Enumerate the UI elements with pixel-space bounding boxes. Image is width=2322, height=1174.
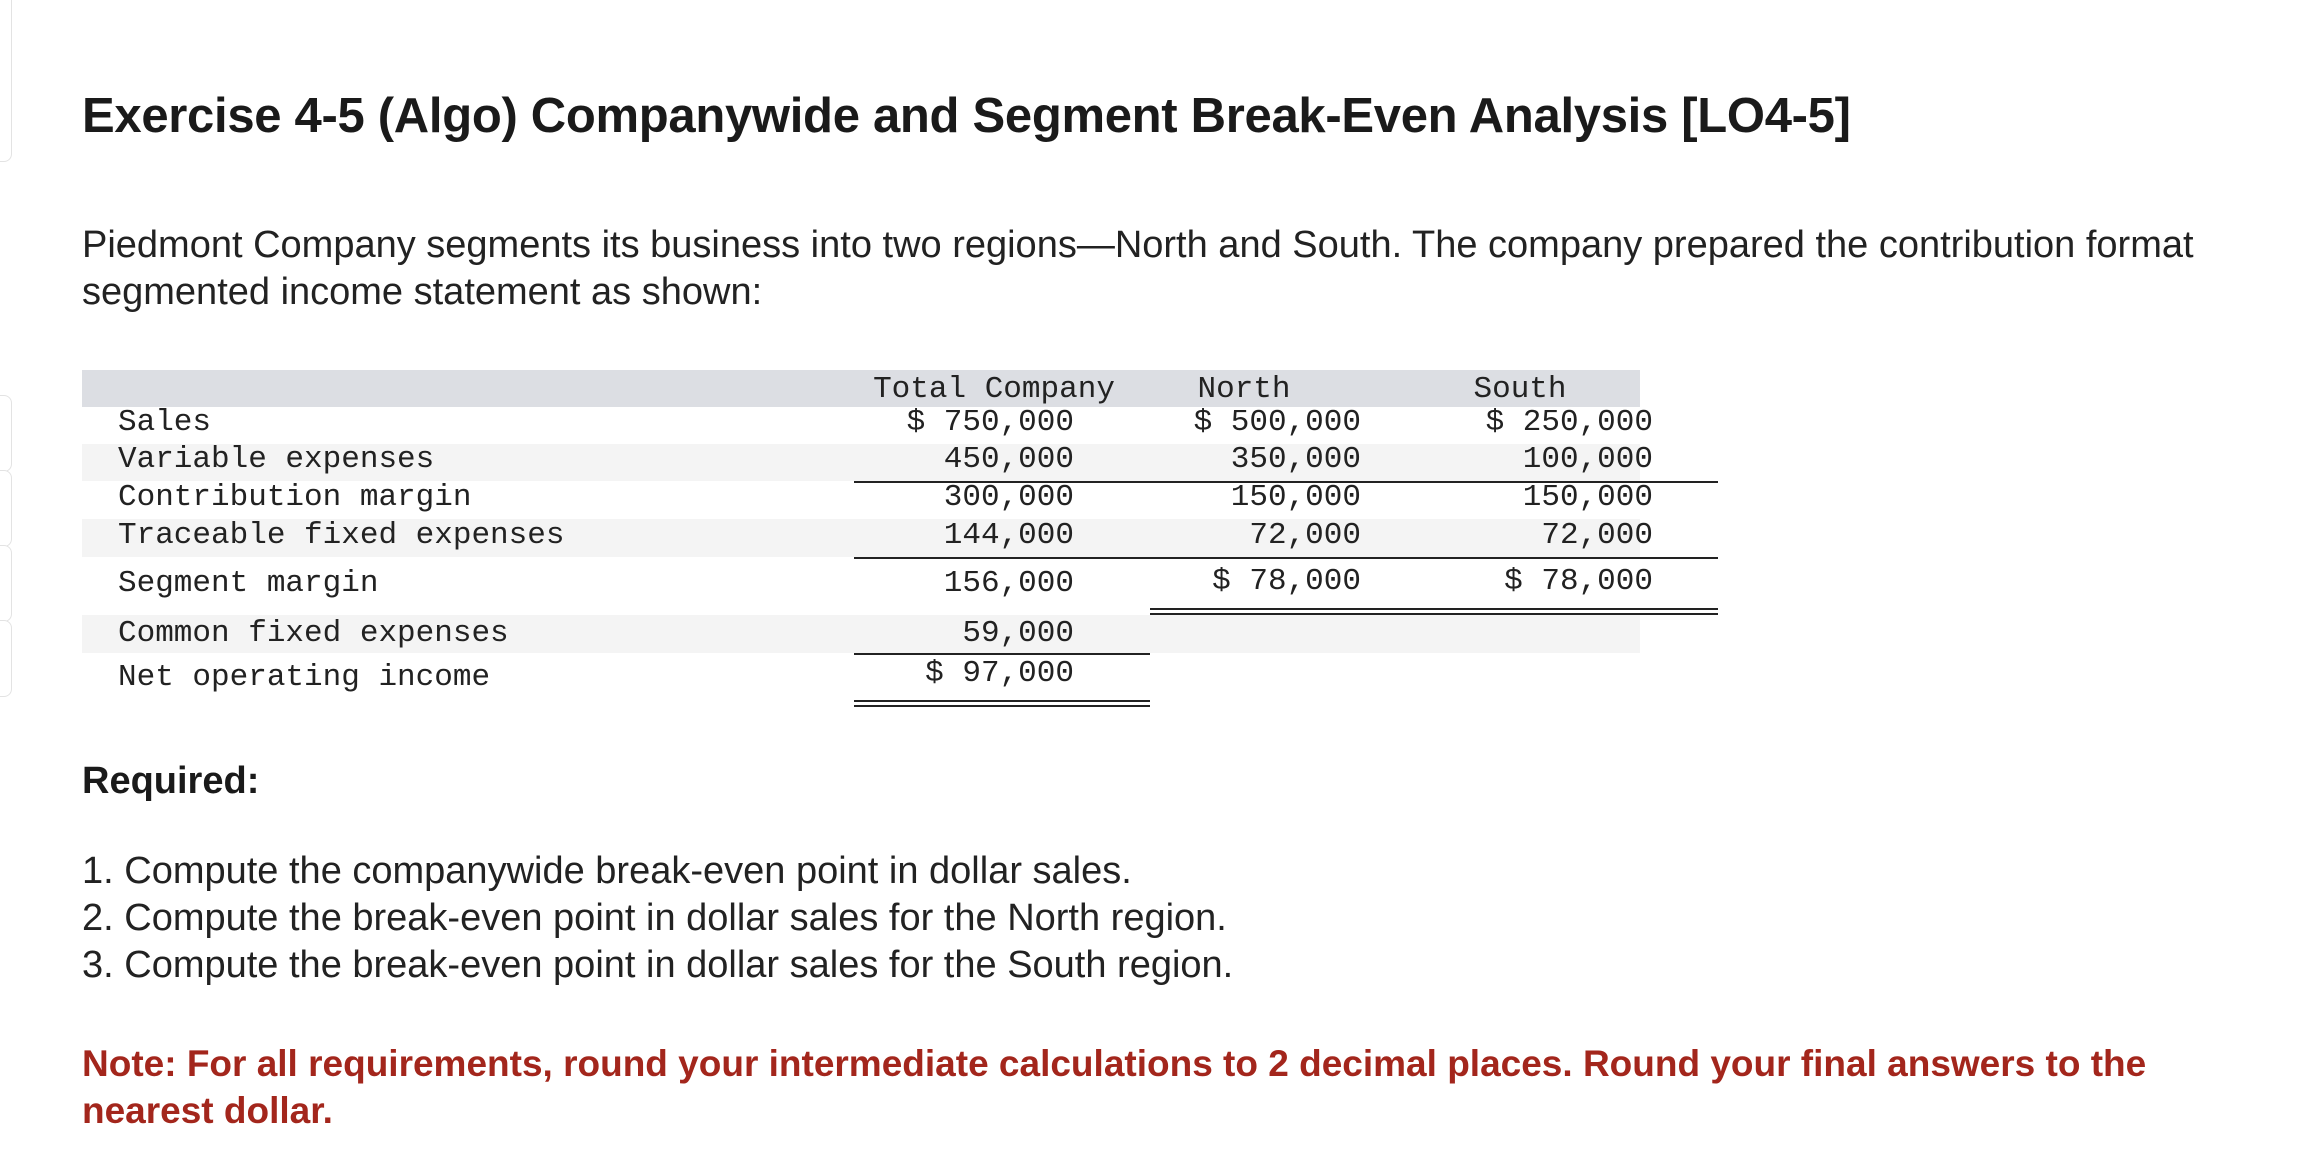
cell-north: 350,000: [1230, 442, 1361, 477]
required-heading: Required:: [82, 760, 260, 802]
header-north: North: [1197, 372, 1291, 407]
cell-north: 150,000: [1230, 480, 1361, 515]
row-label: Contribution margin: [118, 480, 472, 515]
requirement-item: 3. Compute the break-even point in dollar sales for the South region.: [82, 944, 1234, 986]
side-tab[interactable]: [0, 620, 12, 697]
row-common-fixed-expenses: [82, 615, 1640, 653]
cell-total: 300,000: [943, 480, 1074, 515]
row-sales: [82, 405, 1653, 444]
side-tab[interactable]: [0, 395, 12, 472]
cell-south: 100,000: [1522, 442, 1653, 477]
cell-total: 144,000: [943, 518, 1074, 553]
segmented-income-statement: [82, 370, 1653, 701]
cell-south: $ 250,000: [1485, 405, 1653, 440]
row-net-operating-income: [82, 653, 1640, 701]
cell-north: $ 78,000: [1212, 564, 1361, 599]
row-label: Common fixed expenses: [118, 616, 509, 651]
side-tab[interactable]: [0, 470, 12, 547]
side-panel-card: [0, 0, 12, 162]
row-segment-margin: [82, 557, 1653, 615]
cell-total: 450,000: [943, 442, 1074, 477]
cell-south: 72,000: [1541, 518, 1653, 553]
exercise-title: Exercise 4-5 (Algo) Companywide and Segment Break-Even Analysis [LO4-5]: [82, 89, 1851, 143]
cell-south: 150,000: [1522, 480, 1653, 515]
cell-total: $ 750,000: [906, 405, 1074, 440]
cell-north: 72,000: [1249, 518, 1361, 553]
row-label: Variable expenses: [118, 442, 435, 477]
requirements-list: [82, 848, 1233, 989]
row-label: Segment margin: [118, 566, 379, 601]
statement-header-row: [82, 370, 1640, 407]
intro-text: Piedmont Company segments its business into two regions—North and South. The company prepared the contribution format segmented income statement as shown:: [82, 224, 2194, 313]
side-tab[interactable]: [0, 545, 12, 622]
row-traceable-fixed-expenses: [82, 518, 1653, 557]
requirement-item: 1. Compute the companywide break-even point in dollar sales.: [82, 850, 1132, 892]
cell-total: $ 97,000: [925, 656, 1074, 691]
cell-total: 156,000: [943, 566, 1074, 601]
cell-south: $ 78,000: [1504, 564, 1653, 599]
segment-total-double-rule: [1150, 608, 1718, 615]
header-total-company: Total Company: [873, 372, 1115, 407]
total-double-rule: [854, 700, 1150, 707]
cell-north: $ 500,000: [1193, 405, 1361, 440]
requirement-item: 2. Compute the break-even point in dollar sales for the North region.: [82, 897, 1227, 939]
row-label: Traceable fixed expenses: [118, 518, 565, 553]
cell-total: 59,000: [962, 616, 1074, 651]
row-variable-expenses: [82, 442, 1653, 481]
header-south: South: [1473, 372, 1567, 407]
row-label: Sales: [118, 405, 212, 440]
rounding-note: Note: For all requirements, round your intermediate calculations to 2 decimal places. Round your final answers to the nearest dollar.: [82, 1043, 2147, 1131]
row-contribution-margin: [82, 480, 1653, 519]
row-label: Net operating income: [118, 660, 491, 695]
